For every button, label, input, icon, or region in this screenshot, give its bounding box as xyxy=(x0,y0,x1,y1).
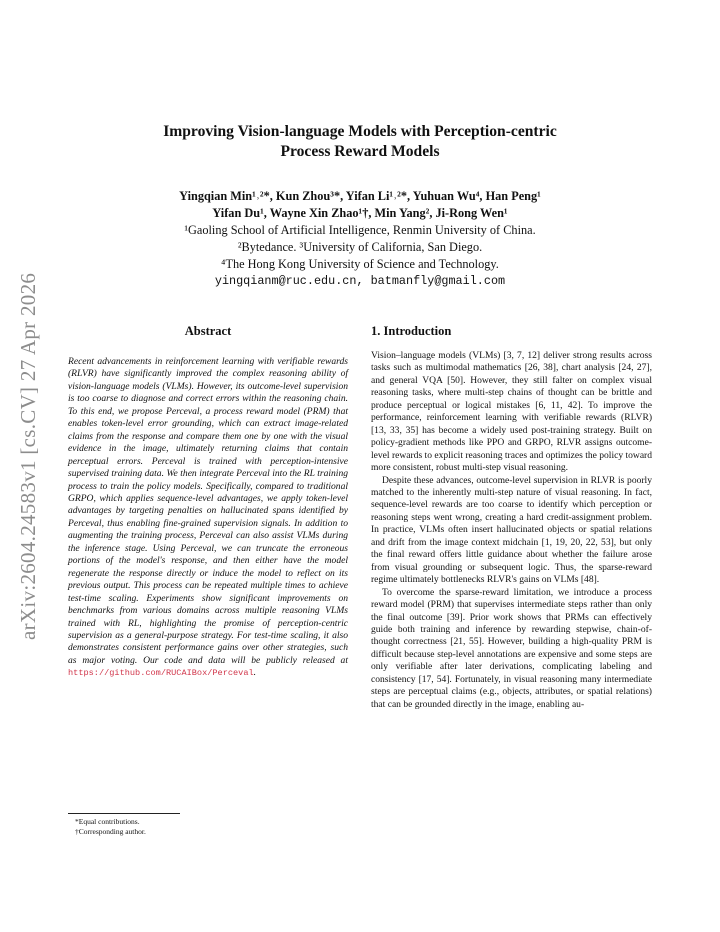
abstract-end: . xyxy=(253,667,257,679)
abstract-text xyxy=(68,356,348,680)
paper-title xyxy=(100,122,620,162)
affiliation-1: ¹Gaoling School of Artificial Intelligence, Renmin University of China. xyxy=(184,223,536,237)
intro-paragraph-2: Despite these advances, outcome-level supervision in RLVR is poorly matched to the inherently multi-step nature of visual reasoning. In fact, sequence-level rewards are too coarse to identify which perception or reasoning steps went wrong, creating a hard credit-assignment problem. In practice, VLMs often insert hallucinated objects or spatial relations and drift from the image context midchain [1, 19, 20, 22, 53], but only the final reward offers little guidance about whether the failure arose from visual grounding or subsequent logic. Thus, the sparse-reward regime ultimately bottlenecks RLVR's gains on VLMs [48]. xyxy=(371,474,652,586)
authors-line-1: Yingqian Min¹˒²*, Kun Zhou³*, Yifan Li¹˒²*, Yuhuan Wu⁴, Han Peng¹ xyxy=(179,189,541,203)
intro-paragraph-1: Vision–language models (VLMs) [3, 7, 12] deliver strong results across tasks such as multimodal mathematics [26, 38], chart analysis [24, 27], and general VQA [50]. However, they still falter on complex visual reasoning tasks, where multi-step chains of thought can be brittle and produce perceptual or logical mistakes [6, 11, 42]. To improve the performance, reinforcement learning with verifiable rewards (RLVR) [13, 33, 35] has become a widely used post-training strategy. Built on policy-gradient methods like PPO and GRPO, RLVR assigns outcome-level rewards to explicit reasoning traces and optimizes the policy toward more consistent, robust multi-step visual reasoning. xyxy=(371,350,653,474)
authors-line-2: Yifan Du¹, Wayne Xin Zhao¹†, Min Yang², Ji-Rong Wen¹ xyxy=(212,206,508,220)
affiliation-3: ⁴The Hong Kong University of Science and Technology. xyxy=(221,257,499,271)
right-column xyxy=(371,323,652,711)
title-line-1: Improving Vision-language Models with Perception-centric xyxy=(163,123,557,140)
code-link[interactable]: https://github.com/RUCAIBox/Perceval xyxy=(68,668,254,679)
arxiv-stamp: arXiv:2604.24583v1 [cs.CV] 27 Apr 2026 xyxy=(16,272,40,640)
footnotes xyxy=(75,817,146,837)
title-line-2: Process Reward Models xyxy=(280,143,440,160)
left-column xyxy=(68,323,348,680)
author-emails: yingqianm@ruc.edu.cn, batmanfly@gmail.com xyxy=(214,274,506,288)
abstract-body: Recent advancements in reinforcement learning with verifiable rewards (RLVR) have significantly improved the complex reasoning ability of vision-language models (VLMs). However, its outcome-level supervision is too coarse to diagnose and correct errors within the reasoning chain. To this end, we propose Perceval, a process reward model (PRM) that enables token-level error grounding, which can extract image-related claims from the response and compare them one by one with the visual evidence in the image, ultimately returning claims that contain perceptual errors. Perceval is trained with perception-intensive supervised training data. We then integrate Perceval into the RL training process to train the policy models. Specifically, compared to traditional GRPO, which applies sequence-level advantages, we apply token-level advantages by targeting penalties on hallucinated spans identified by Perceval, thus enabling fine-grained supervision signals. In addition to augmenting the training process, Perceval can also assist VLMs during the inference stage. Using Perceval, we can truncate the erroneous portions of the model's response, and then either have the model regenerate the response directly or induce the model to reflect on its previous output. This process can be repeated multiple times to achieve test-time scaling. Experiments show significant improvements on benchmarks from various domains across multiple reasoning VLMs trained with RL, highlighting the promise of perception-centric supervision as a general-purpose strategy. For test-time scaling, it also demonstrates consistent performance gains over other strategies, such as major voting. Our code and data will be publicly released at xyxy=(68,356,348,666)
footnote-equal-contribution: *Equal contributions. xyxy=(75,817,140,826)
footnote-rule xyxy=(68,813,180,814)
abstract-heading: Abstract xyxy=(184,324,232,338)
intro-paragraph-3: To overcome the sparse-reward limitation, we introduce a process reward model (PRM) that supervises intermediate steps rather than only the final outcome [39]. Prior work shows that PRMs can effectively guide both training and inference by rewarding stepwise, chain-of-thought correctness [21, 55]. However, building a high-quality PRM is difficult because step-level annotations are expensive and some steps are only verifiable after later derivations, complicating labeling and consistency [17, 54]. Fortunately, in visual reasoning many intermediate steps are perceptual claims (e.g., objects, attributes, or spatial relations) that can be grounded directly in the image, enabling au- xyxy=(371,586,652,710)
affiliation-2: ²Bytedance. ³University of California, San Diego. xyxy=(237,240,483,254)
footnote-corresponding-author: †Corresponding author. xyxy=(75,827,146,836)
author-block xyxy=(80,188,640,290)
introduction-heading: 1. Introduction xyxy=(371,324,452,338)
introduction-text xyxy=(371,350,652,711)
